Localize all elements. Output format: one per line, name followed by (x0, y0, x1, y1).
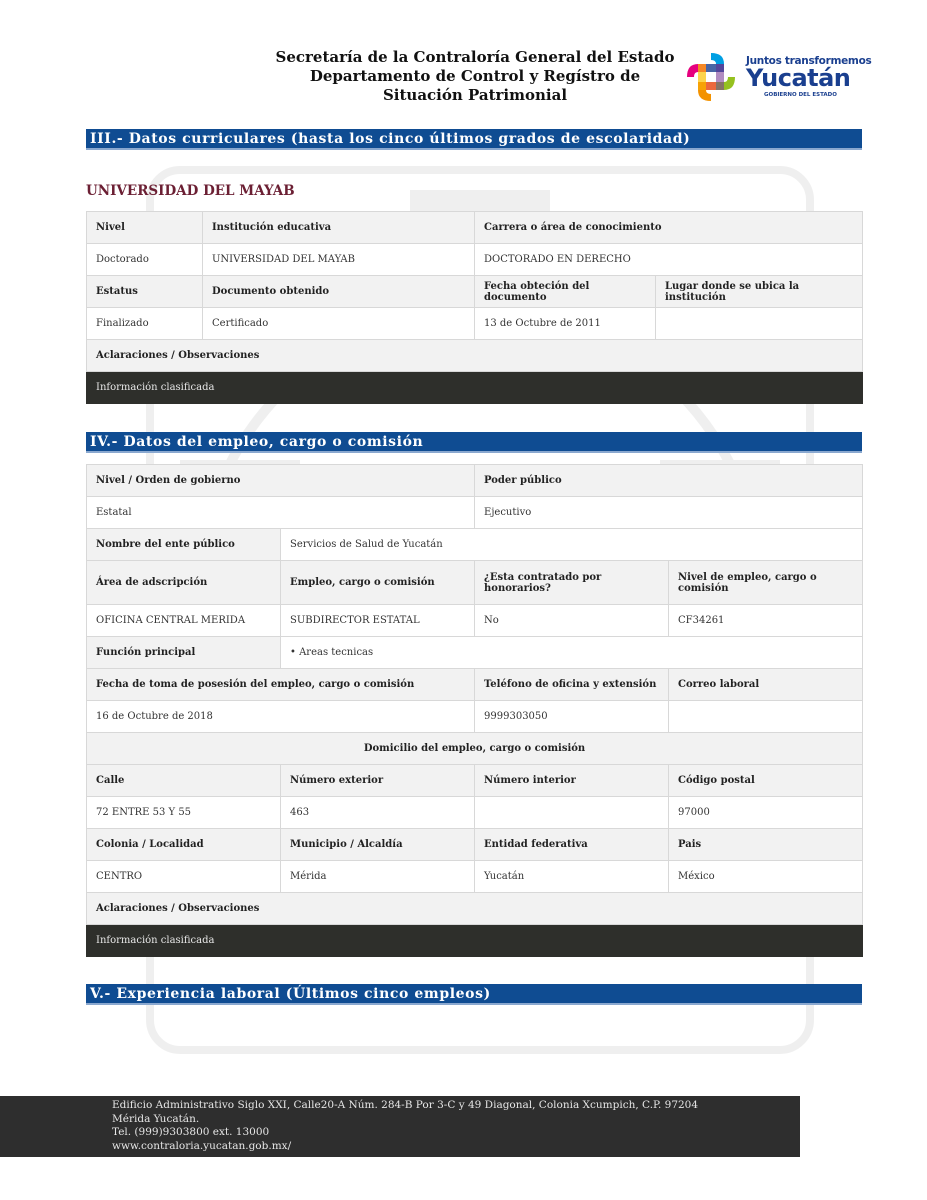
label-area: Área de adscripción (87, 561, 281, 605)
label-nivel-orden: Nivel / Orden de gobierno (87, 465, 475, 497)
value-nivel-empleo: CF34261 (669, 605, 863, 637)
table-row (87, 212, 863, 244)
label-fecha-toma: Fecha de toma de posesión del empleo, cargo o comisión (87, 669, 475, 701)
logo-wordmark: Yucatán (746, 64, 851, 92)
table-row (87, 308, 863, 340)
label-documento: Documento obtenido (203, 276, 475, 308)
table-row (87, 529, 863, 561)
table-row (87, 244, 863, 276)
label-aclaraciones-empleo: Aclaraciones / Observaciones (87, 893, 863, 925)
table-row (87, 465, 863, 497)
table-row (87, 605, 863, 637)
employment-table (86, 464, 863, 957)
value-nivel: Doctorado (87, 244, 203, 276)
label-domicilio: Domicilio del empleo, cargo o comisión (87, 733, 863, 765)
yucatan-logo (684, 50, 872, 106)
label-lugar: Lugar donde se ubica la institución (656, 276, 863, 308)
value-aclaraciones: Información clasificada (87, 372, 863, 404)
label-telefono: Teléfono de oficina y extensión (475, 669, 669, 701)
table-row (87, 276, 863, 308)
label-funcion: Función principal (87, 637, 281, 669)
section-5-title: V.- Experiencia laboral (Últimos cinco empleos) (86, 984, 862, 1005)
value-correo (669, 701, 863, 733)
footer-city: Mérida Yucatán. (112, 1112, 200, 1125)
table-row (87, 797, 863, 829)
header-line-3: Situación Patrimonial (382, 86, 568, 104)
label-entidad: Entidad federativa (475, 829, 669, 861)
value-fecha-toma: 16 de Octubre de 2018 (87, 701, 475, 733)
value-colonia: CENTRO (87, 861, 281, 893)
label-institucion: Institución educativa (203, 212, 475, 244)
label-calle: Calle (87, 765, 281, 797)
label-num-int: Número interior (475, 765, 669, 797)
value-empleo: SUBDIRECTOR ESTATAL (281, 605, 475, 637)
value-honorarios: No (475, 605, 669, 637)
table-row (87, 669, 863, 701)
document-header (260, 48, 690, 105)
section-4-title: IV.- Datos del empleo, cargo o comisión (86, 432, 862, 453)
table-row (87, 765, 863, 797)
value-carrera: DOCTORADO EN DERECHO (475, 244, 863, 276)
footer-phone: Tel. (999)9303800 ext. 13000 (112, 1126, 270, 1138)
logo-subtext: GOBIERNO DEL ESTADO (764, 92, 837, 98)
table-row (87, 701, 863, 733)
value-poder: Ejecutivo (475, 497, 863, 529)
table-row (87, 861, 863, 893)
section-3-title: III.- Datos curriculares (hasta los cinco últimos grados de escolaridad) (86, 129, 862, 150)
label-ente: Nombre del ente público (87, 529, 281, 561)
value-pais: México (669, 861, 863, 893)
label-aclaraciones: Aclaraciones / Observaciones (87, 340, 863, 372)
label-cp: Código postal (669, 765, 863, 797)
value-telefono: 9999303050 (475, 701, 669, 733)
value-documento: Certificado (203, 308, 475, 340)
value-aclaraciones-empleo: Información clasificada (87, 925, 863, 957)
footer-website-link[interactable]: www.contraloria.yucatan.gob.mx/ (112, 1139, 292, 1152)
table-row (87, 733, 863, 765)
label-num-ext: Número exterior (281, 765, 475, 797)
value-calle: 72 ENTRE 53 Y 55 (87, 797, 281, 829)
value-cp: 97000 (669, 797, 863, 829)
header-line-2: Departamento de Control y Regístro de (309, 67, 641, 85)
table-row (87, 925, 863, 957)
footer-address: Edificio Administrativo Siglo XXI, Calle20-A Núm. 284-B Por 3-C y 49 Diagonal, Colonia Xcumpich, C.P. 97204 (112, 1099, 699, 1111)
label-colonia: Colonia / Localidad (87, 829, 281, 861)
value-num-int (475, 797, 669, 829)
value-area: OFICINA CENTRAL MERIDA (87, 605, 281, 637)
label-estatus: Estatus (87, 276, 203, 308)
table-row (87, 637, 863, 669)
label-honorarios: ¿Esta contratado por honorarios? (475, 561, 669, 605)
value-num-ext: 463 (281, 797, 475, 829)
label-nivel: Nivel (87, 212, 203, 244)
header-line-1: Secretaría de la Contraloría General del Estado (275, 48, 675, 66)
table-row (87, 829, 863, 861)
table-row (87, 497, 863, 529)
value-fecha-documento: 13 de Octubre de 2011 (475, 308, 656, 340)
table-row (87, 561, 863, 605)
logo-tagline: Juntos transformemos (746, 55, 872, 67)
label-empleo: Empleo, cargo o comisión (281, 561, 475, 605)
value-nivel-orden: Estatal (87, 497, 475, 529)
value-municipio: Mérida (281, 861, 475, 893)
institution-heading: UNIVERSIDAD DEL MAYAB (86, 183, 295, 199)
value-lugar (656, 308, 863, 340)
label-carrera: Carrera o área de conocimiento (475, 212, 863, 244)
label-fecha-documento: Fecha obteción del documento (475, 276, 656, 308)
label-municipio: Municipio / Alcaldía (281, 829, 475, 861)
education-table (86, 211, 863, 404)
value-estatus: Finalizado (87, 308, 203, 340)
value-entidad: Yucatán (475, 861, 669, 893)
table-row (87, 340, 863, 372)
table-row (87, 893, 863, 925)
page-footer (0, 1096, 800, 1157)
yucatan-logo-mark-icon (684, 50, 738, 104)
label-pais: Pais (669, 829, 863, 861)
value-institucion: UNIVERSIDAD DEL MAYAB (203, 244, 475, 276)
label-poder: Poder público (475, 465, 863, 497)
value-funcion: • Areas tecnicas (281, 637, 863, 669)
table-row (87, 372, 863, 404)
label-nivel-empleo: Nivel de empleo, cargo o comisión (669, 561, 863, 605)
value-ente: Servicios de Salud de Yucatán (281, 529, 863, 561)
label-correo: Correo laboral (669, 669, 863, 701)
